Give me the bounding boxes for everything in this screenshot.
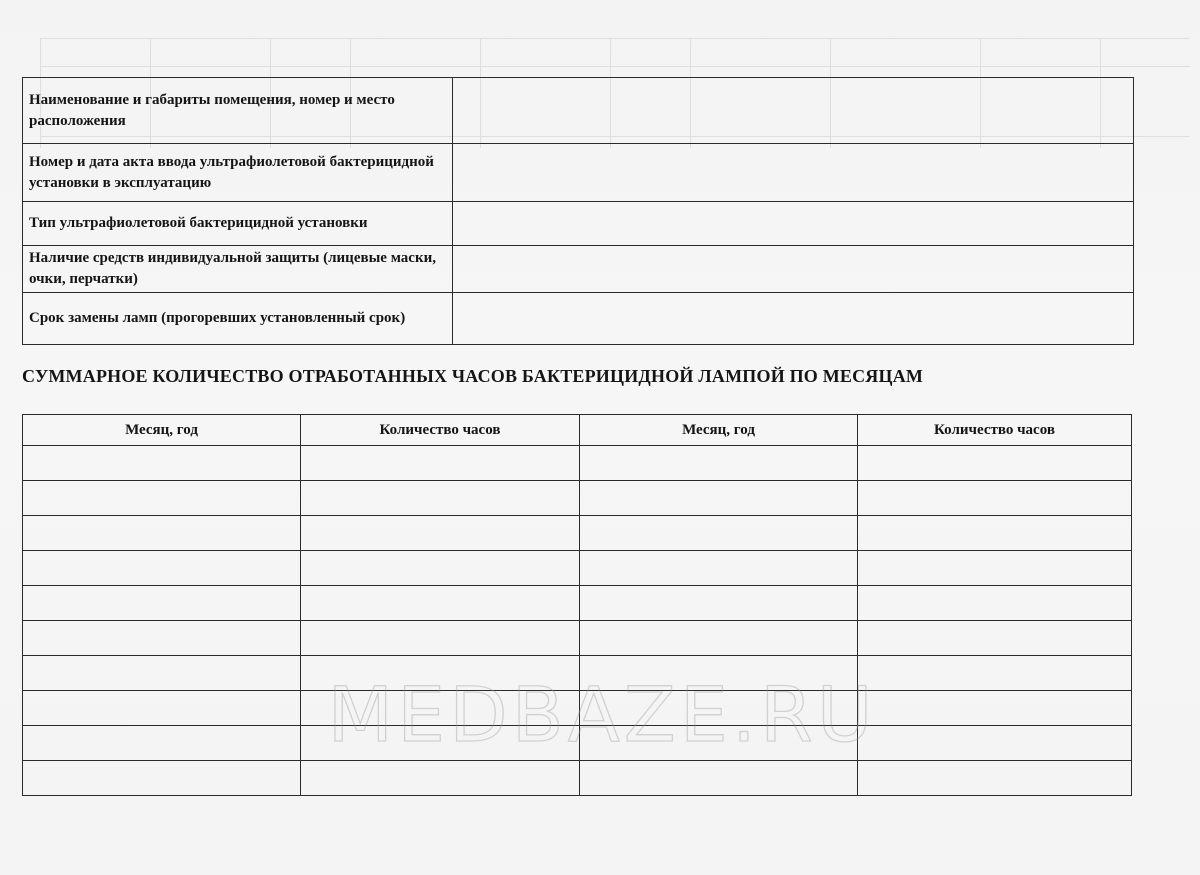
info-label-lamp-replacement: Срок замены ламп (прогоревших установленный срок) [23,293,453,345]
info-value-lamp-replacement[interactable] [453,293,1134,345]
month-year-cell[interactable] [23,656,301,691]
month-year-cell[interactable] [23,551,301,586]
hours-cell[interactable] [301,761,580,796]
info-row [23,202,1134,246]
month-year-cell[interactable] [23,761,301,796]
hours-cell[interactable] [858,481,1132,516]
watermark: MEDBAZE.RU [327,670,877,759]
hours-cell[interactable] [301,551,580,586]
header-hours-count: Количество часов [301,415,580,446]
hours-cell[interactable] [301,446,580,481]
month-year-cell[interactable] [580,516,858,551]
month-year-cell[interactable] [580,621,858,656]
month-year-cell[interactable] [23,516,301,551]
month-year-cell[interactable] [580,761,858,796]
installation-info-table [22,77,1134,345]
info-value-ppe[interactable] [453,246,1134,293]
month-year-cell[interactable] [580,551,858,586]
info-row [23,78,1134,144]
info-row [23,144,1134,202]
table-row [23,586,1132,621]
table-row [23,761,1132,796]
info-row [23,246,1134,293]
info-value-act[interactable] [453,144,1134,202]
info-row [23,293,1134,345]
month-year-cell[interactable] [23,726,301,761]
month-year-cell[interactable] [23,446,301,481]
hours-cell[interactable] [858,691,1132,726]
table-row [23,551,1132,586]
hours-cell[interactable] [858,516,1132,551]
header-row [23,415,1132,446]
hours-cell[interactable] [301,621,580,656]
info-label-act: Номер и дата акта ввода ультрафиолетовой бактерицидной установки в эксплуатацию [23,144,453,202]
hours-cell[interactable] [301,481,580,516]
table-row [23,516,1132,551]
hours-cell[interactable] [858,551,1132,586]
hours-cell[interactable] [858,656,1132,691]
month-year-cell[interactable] [580,586,858,621]
month-year-cell[interactable] [580,481,858,516]
header-hours-count: Количество часов [858,415,1132,446]
hours-cell[interactable] [858,621,1132,656]
hours-cell[interactable] [858,586,1132,621]
table-row [23,621,1132,656]
month-year-cell[interactable] [580,446,858,481]
hours-cell[interactable] [858,761,1132,796]
info-value-type[interactable] [453,202,1134,246]
section-title: СУММАРНОЕ КОЛИЧЕСТВО ОТРАБОТАННЫХ ЧАСОВ БАКТЕРИЦИДНОЙ ЛАМПОЙ ПО МЕСЯЦАМ [22,366,924,386]
header-month-year: Месяц, год [23,415,301,446]
table-row [23,481,1132,516]
month-year-cell[interactable] [23,621,301,656]
hours-cell[interactable] [301,516,580,551]
hours-cell[interactable] [858,446,1132,481]
month-year-cell[interactable] [23,691,301,726]
hours-cell[interactable] [301,586,580,621]
info-label-type: Тип ультрафиолетовой бактерицидной установки [23,202,453,246]
table-row [23,446,1132,481]
info-value-room[interactable] [453,78,1134,144]
info-label-ppe: Наличие средств индивидуальной защиты (лицевые маски, очки, перчатки) [23,246,453,293]
header-month-year: Месяц, год [580,415,858,446]
hours-cell[interactable] [858,726,1132,761]
month-year-cell[interactable] [23,481,301,516]
info-label-room: Наименование и габариты помещения, номер и место расположения [23,78,453,144]
month-year-cell[interactable] [23,586,301,621]
